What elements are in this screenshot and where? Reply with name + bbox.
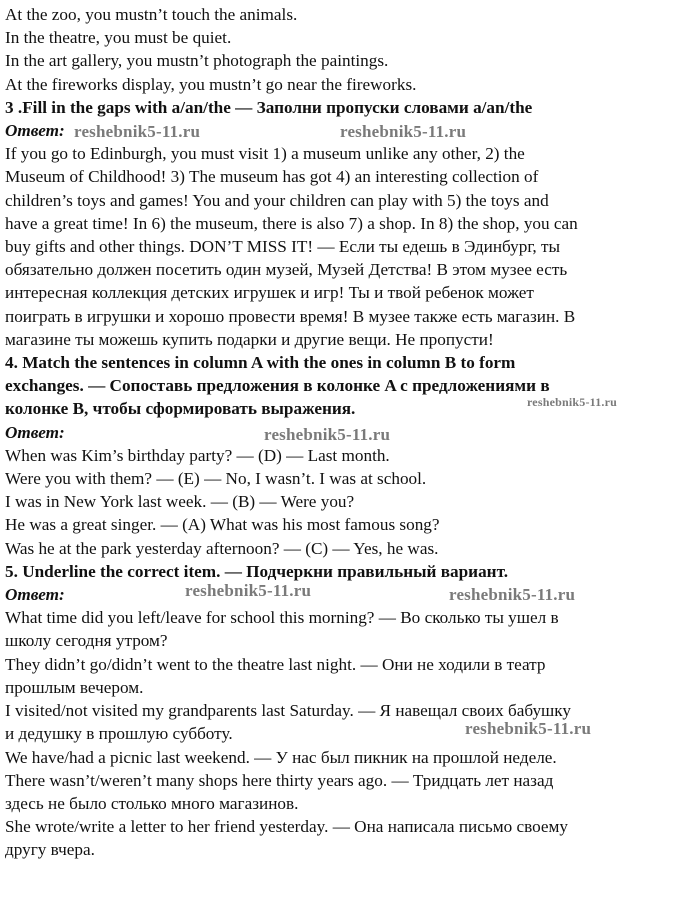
- text-line: Was he at the park yesterday afternoon? — (C) — Yes, he was.: [5, 538, 439, 558]
- watermark: reshebnik5-11.ru: [185, 581, 312, 600]
- text-line: have a great time! In 6) the museum, there is also 7) a shop. In 8) the shop, you can: [5, 213, 578, 233]
- text-line: At the fireworks display, you mustn’t go near the fireworks.: [5, 74, 417, 94]
- text-line: They didn’t go/didn’t went to the theatre last night. — Они не ходили в театр: [5, 654, 546, 674]
- text-line: Were you with them? — (E) — No, I wasn’t. I was at school.: [5, 469, 427, 489]
- text-line: children’s toys and games! You and your children can play with 5) the toys and: [5, 190, 549, 210]
- watermark: reshebnik5-11.ru: [74, 122, 201, 141]
- text-line: We have/had a picnic last weekend. — У нас был пикник на прошлой неделе.: [5, 747, 557, 767]
- text-line: другу вчера.: [5, 840, 95, 860]
- answer-label: Ответ:: [5, 121, 65, 141]
- text-line: When was Kim’s birthday party? — (D) — Last month.: [5, 445, 390, 465]
- text-line: магазине ты можешь купить подарки и другие вещи. Не пропусти!: [5, 329, 494, 349]
- text-line: He was a great singer. — (A) What was his most famous song?: [5, 515, 440, 535]
- task-3-heading: 3 .Fill in the gaps with a/an/the — Заполни пропуски словами a/an/the: [5, 97, 533, 117]
- text-line: обязательно должен посетить один музей, Музей Детства! В этом музее есть: [5, 260, 568, 280]
- text-line: здесь не было столько много магазинов.: [5, 793, 299, 813]
- answer-label: Ответ:: [5, 585, 65, 605]
- text-line: At the zoo, you mustn’t touch the animals.: [5, 5, 298, 24]
- text-line: I visited/not visited my grandparents last Saturday. — Я навещал своих бабушку: [5, 701, 571, 721]
- text-line: She wrote/write a letter to her friend yesterday. — Она написала письмо своему: [5, 817, 568, 837]
- watermark: reshebnik5-11.ru: [449, 585, 576, 604]
- answer-label: Ответ:: [5, 422, 65, 442]
- task-4-heading: 4. Match the sentences in column A with the ones in column B to form: [5, 353, 516, 373]
- text-line: I was in New York last week. — (B) — Were you?: [5, 492, 355, 512]
- text-line: If you go to Edinburgh, you must visit 1) a museum unlike any other, 2) the: [5, 144, 525, 164]
- watermark: reshebnik5-11.ru: [527, 395, 617, 409]
- task-5-heading: 5. Underline the correct item. — Подчеркни правильный вариант.: [5, 561, 509, 581]
- text-line: прошлым вечером.: [5, 677, 144, 697]
- watermark: reshebnik5-11.ru: [340, 122, 467, 141]
- text-line: поиграть в игрушки и хорошо провести время! В музее также есть магазин. В: [5, 306, 576, 326]
- text-line: Museum of Childhood! 3) The museum has got 4) an interesting collection of: [5, 167, 539, 187]
- text-line: There wasn’t/weren’t many shops here thirty years ago. — Тридцать лет назад: [5, 770, 554, 790]
- watermark: reshebnik5-11.ru: [264, 425, 391, 444]
- text-line: In the theatre, you must be quiet.: [5, 28, 232, 48]
- text-line: What time did you left/leave for school this morning? — Во сколько ты ушел в: [5, 608, 559, 628]
- text-line: и дедушку в прошлую субботу.: [5, 724, 233, 744]
- watermark: reshebnik5-11.ru: [465, 719, 592, 738]
- task-4-heading: exchanges. — Сопоставь предложения в колонке A с предложениями в: [5, 376, 550, 396]
- task-4-heading: колонке B, чтобы сформировать выражения.: [5, 399, 356, 419]
- text-line: интересная коллекция детских игрушек и игр! Ты и твой ребенок может: [5, 283, 534, 303]
- text-line: buy gifts and other things. DON’T MISS IT! — Если ты едешь в Эдинбург, ты: [5, 237, 561, 257]
- text-line: In the art gallery, you mustn’t photograph the paintings.: [5, 51, 389, 71]
- text-line: школу сегодня утром?: [5, 631, 168, 651]
